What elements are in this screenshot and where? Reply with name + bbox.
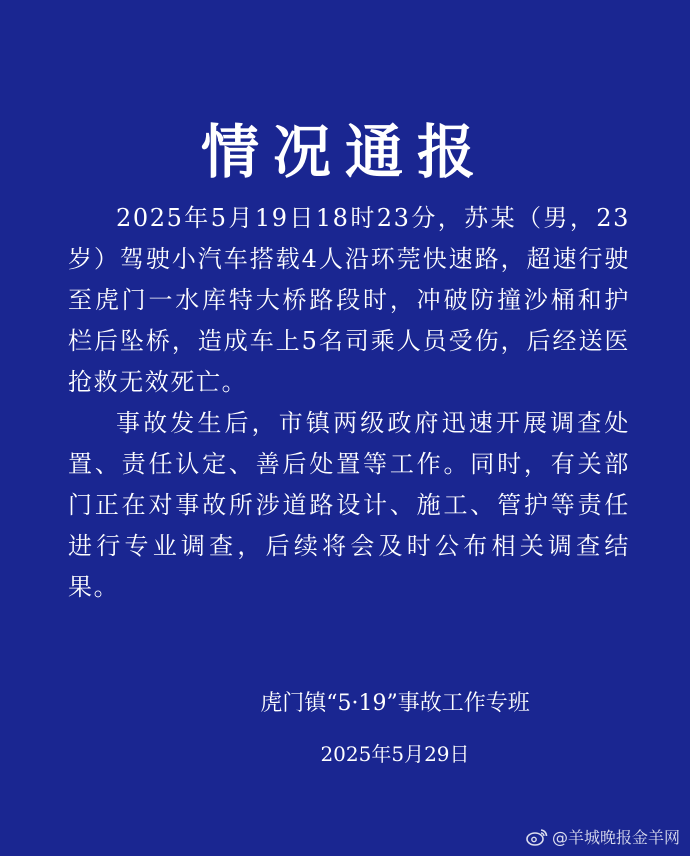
paragraph-follow-up: 事故发生后，市镇两级政府迅速开展调查处置、责任认定、善后处置等工作。同时，有关部门正在对事故所涉道路设计、施工、管护等责任进行专业调查，后续将会及时公布相关调查结果。 xyxy=(68,409,630,601)
paragraph-accident-details: 2025年5月19日18时23分，苏某（男，23岁）驾驶小汽车搭载4人沿环莞快速路，超速行驶至虎门一水库特大桥路段时，冲破防撞沙桶和护栏后坠桥，造成车上5名司乘人员受伤，后经送医抢救无效死亡。 xyxy=(68,204,630,396)
issuer-name: 虎门镇“5·19”事故工作专班 xyxy=(260,691,530,716)
watermark-text: @羊城晚报金羊网 xyxy=(551,828,680,847)
weibo-icon xyxy=(526,828,548,846)
source-watermark xyxy=(526,825,680,848)
signature-block xyxy=(0,684,690,774)
issue-date: 2025年5月29日 xyxy=(320,742,470,766)
page-title: 情况通报 xyxy=(200,118,489,186)
notice-body xyxy=(68,198,630,608)
